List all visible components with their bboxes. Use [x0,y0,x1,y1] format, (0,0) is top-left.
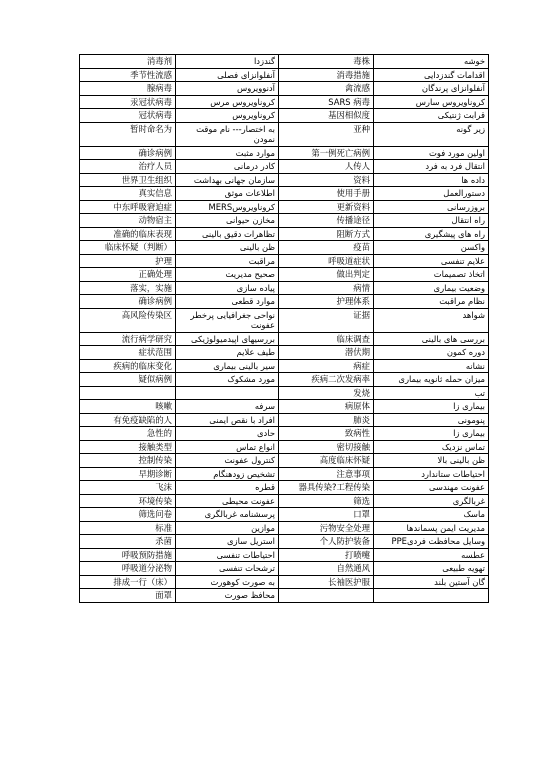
table-row [80,359,489,373]
table-row [80,535,489,549]
persian-term-cell: صحیح مدیریت [176,268,279,282]
persian-term-cell: گندزدا [176,55,279,69]
chinese-term-cell: 症状范围 [80,346,176,360]
persian-term-cell: راه انتقال [374,214,489,228]
persian-term-cell: طیف علایم [176,346,279,360]
chinese-term-cell: 病症 [279,359,374,373]
chinese-term-cell: 季节性流感 [80,68,176,82]
persian-term-cell: استریل سازی [176,535,279,549]
chinese-term-cell [80,386,176,400]
chinese-term-cell: 真实信息 [80,187,176,201]
persian-term-cell: آنفلوانزای فصلی [176,68,279,82]
persian-term-cell: قطره [176,481,279,495]
table-row [80,268,489,282]
chinese-term-cell: 控制传染 [80,454,176,468]
persian-term-cell: وضعیت بیماری [374,281,489,295]
chinese-term-cell: 阻断方式 [279,227,374,241]
table-row [80,589,489,603]
persian-term-cell: پنومونی [374,413,489,427]
table-row [80,467,489,481]
persian-term-cell: موازین [176,521,279,535]
persian-term-cell: بیماری زا [374,427,489,441]
table-row [80,200,489,214]
chinese-term-cell: 排成一行（床） [80,575,176,589]
table-row [80,146,489,160]
chinese-term-cell: 资料 [279,173,374,187]
chinese-term-cell: 流行病学研究 [80,332,176,346]
chinese-term-cell: 肺炎 [279,413,374,427]
persian-term-cell: موارد مثبت [176,146,279,160]
chinese-term-cell: 第一例死亡病例 [279,146,374,160]
chinese-term-cell: 高风险传染区 [80,308,176,332]
persian-term-cell: موارد قطعی [176,295,279,309]
chinese-term-cell: 世界卫生组织 [80,173,176,187]
persian-term-cell: بررسیهای اپیدمیولوژیکی [176,332,279,346]
chinese-term-cell: 确诊病例 [80,295,176,309]
table-row [80,295,489,309]
table-row [80,548,489,562]
chinese-term-cell: 禽流感 [279,82,374,96]
table-row [80,373,489,387]
persian-term-cell: کنترول عفونت [176,454,279,468]
persian-term-cell: محافظ صورت [176,589,279,603]
chinese-term-cell: 筛选问卷 [80,508,176,522]
persian-term-cell: کروناویروس [176,109,279,123]
table-row [80,494,489,508]
persian-term-cell: کروناویروس مرس [176,95,279,109]
chinese-term-cell: 疾病二次发病率 [279,373,374,387]
chinese-term-cell: 落实，实施 [80,281,176,295]
chinese-term-cell: 飞沫 [80,481,176,495]
persian-term-cell: زیر گونه [374,122,489,146]
persian-term-cell: تشخیص زودهنگام [176,467,279,481]
table-row [80,332,489,346]
chinese-term-cell: 污物安全处理 [279,521,374,535]
table-row [80,160,489,174]
chinese-term-cell: 筛选 [279,494,374,508]
persian-term-cell: مراقبت [176,254,279,268]
persian-term-cell: ترشحات تنفسی [176,562,279,576]
persian-term-cell: داده ها [374,173,489,187]
persian-term-cell: راه های پیشگیری [374,227,489,241]
chinese-term-cell: 冠状病毒 [80,109,176,123]
chinese-term-cell: 确诊病例 [80,146,176,160]
chinese-term-cell: 疫苗 [279,241,374,255]
chinese-term-cell: 疾病的临床变化 [80,359,176,373]
persian-term-cell: قرابت ژنتیکی [374,109,489,123]
table-row [80,241,489,255]
persian-term-cell: اطلاعات موثق [176,187,279,201]
persian-term-cell: مخازن حیوانی [176,214,279,228]
persian-term-cell: وسایل محافظت فردیPPE [374,535,489,549]
chinese-term-cell: 注意事项 [279,467,374,481]
chinese-term-cell: 消毒剂 [80,55,176,69]
persian-term-cell: علایم تنفسی [374,254,489,268]
chinese-term-cell: 暂时命名为 [80,122,176,146]
table-row [80,440,489,454]
persian-term-cell: بیماری زا [374,400,489,414]
persian-term-cell: غربالگری [374,494,489,508]
chinese-term-cell: 消毒措施 [279,68,374,82]
persian-term-cell: به اختصار--- نام موقت نمودن [176,122,279,146]
persian-term-cell: بروزرسانی [374,200,489,214]
chinese-term-cell: 潜伏期 [279,346,374,360]
persian-term-cell: پرسشنامه غربالگری [176,508,279,522]
persian-term-cell: خوشه [374,55,489,69]
chinese-term-cell: 口罩 [279,508,374,522]
persian-term-cell: احتیاطات تنفسی [176,548,279,562]
table-row [80,68,489,82]
chinese-term-cell: 更新资料 [279,200,374,214]
chinese-term-cell [279,589,374,603]
persian-term-cell: ماسک [374,508,489,522]
chinese-term-cell: 自然通风 [279,562,374,576]
chinese-term-cell: 基因相似度 [279,109,374,123]
table-row [80,386,489,400]
table-row [80,55,489,69]
chinese-term-cell: 器具传染?工程传染 [279,481,374,495]
chinese-term-cell: 使用手册 [279,187,374,201]
persian-term-cell: عفونت مهندسی [374,481,489,495]
persian-term-cell: ظن بالینی [176,241,279,255]
persian-term-cell: عفونت محیطی [176,494,279,508]
chinese-term-cell: 发烧 [279,386,374,400]
persian-term-cell: نواحی جغرافیایی پرخطر عفونت [176,308,279,332]
table-row [80,109,489,123]
table-row [80,227,489,241]
persian-term-cell: آدنوویروس [176,82,279,96]
persian-term-cell: ظن بالینی بالا [374,454,489,468]
chinese-term-cell: 治疗人员 [80,160,176,174]
persian-term-cell: اولین مورد فوت [374,146,489,160]
chinese-term-cell: 护理体系 [279,295,374,309]
persian-term-cell: نشانه [374,359,489,373]
chinese-term-cell: 急性的 [80,427,176,441]
chinese-term-cell: 亚种 [279,122,374,146]
persian-term-cell: عطسه [374,548,489,562]
chinese-term-cell: 汞冠状病毒 [80,95,176,109]
persian-term-cell: میزان حمله ثانویه بیماری [374,373,489,387]
table-row [80,187,489,201]
persian-term-cell: سرفه [176,400,279,414]
persian-term-cell: افراد با نقص ایمنی [176,413,279,427]
table-row [80,508,489,522]
persian-term-cell: سیر بالینی بیماری [176,359,279,373]
chinese-term-cell: 杀菌 [80,535,176,549]
chinese-term-cell: 正确处理 [80,268,176,282]
persian-term-cell [176,386,279,400]
persian-term-cell: احتیاطات ستاندارد [374,467,489,481]
persian-term-cell: گان آستین بلند [374,575,489,589]
chinese-term-cell: 高度临床怀疑 [279,454,374,468]
persian-term-cell: مدیریت ایمن پسماندها [374,521,489,535]
chinese-term-cell: 病原体 [279,400,374,414]
table-row [80,427,489,441]
chinese-term-cell: 中东呼吸窘迫症 [80,200,176,214]
chinese-term-cell: 打喷嚏 [279,548,374,562]
table-row [80,254,489,268]
persian-term-cell: پیاده سازی [176,281,279,295]
persian-term-cell: اقدامات گندزدایی [374,68,489,82]
chinese-term-cell: 咳嗽 [80,400,176,414]
chinese-term-cell: 毒株 [279,55,374,69]
chinese-term-cell: 临床怀疑（判断） [80,241,176,255]
chinese-term-cell: 临床调查 [279,332,374,346]
chinese-term-cell: 证据 [279,308,374,332]
persian-term-cell: نظام مراقبت [374,295,489,309]
persian-term-cell: تب [374,386,489,400]
chinese-term-cell: 长袖医护服 [279,575,374,589]
chinese-term-cell: 呼吸道症状 [279,254,374,268]
chinese-term-cell: 人传人 [279,160,374,174]
table-row [80,308,489,332]
chinese-term-cell: 疑似病例 [80,373,176,387]
persian-term-cell: دستورالعمل [374,187,489,201]
chinese-term-cell: SARS 病毒 [279,95,374,109]
chinese-term-cell: 准确的临床表现 [80,227,176,241]
table-row [80,346,489,360]
persian-term-cell: دوره کمون [374,346,489,360]
persian-term-cell: انتقال فرد به فرد [374,160,489,174]
persian-term-cell: آنفلوانزای پرندگان [374,82,489,96]
persian-term-cell: اتخاذ تصمیمات [374,268,489,282]
persian-term-cell: مورد مشکوک [176,373,279,387]
chinese-term-cell: 腺病毒 [80,82,176,96]
table-row [80,281,489,295]
table-row [80,122,489,146]
chinese-term-cell: 传播途径 [279,214,374,228]
chinese-term-cell: 标准 [80,521,176,535]
chinese-term-cell: 动物宿主 [80,214,176,228]
table-row [80,400,489,414]
persian-term-cell: بررسی های بالینی [374,332,489,346]
chinese-term-cell: 个人防护装备 [279,535,374,549]
persian-term-cell: حادی [176,427,279,441]
chinese-term-cell: 接触类型 [80,440,176,454]
persian-term-cell: شواهد [374,308,489,332]
chinese-term-cell: 做出判定 [279,268,374,282]
table-row [80,521,489,535]
chinese-term-cell: 面罩 [80,589,176,603]
glossary-table [79,54,489,603]
chinese-term-cell: 护理 [80,254,176,268]
glossary-body [80,55,489,603]
table-row [80,413,489,427]
table-row [80,95,489,109]
chinese-term-cell: 呼吸道分泌物 [80,562,176,576]
persian-term-cell: تماس نزدیک [374,440,489,454]
persian-term-cell: به صورت کوهورت [176,575,279,589]
table-row [80,481,489,495]
persian-term-cell: تظاهرات دقیق بالینی [176,227,279,241]
table-row [80,214,489,228]
chinese-term-cell: 密切接触 [279,440,374,454]
persian-term-cell: انواع تماس [176,440,279,454]
table-row [80,562,489,576]
table-row [80,454,489,468]
persian-term-cell: کادر درمانی [176,160,279,174]
chinese-term-cell: 有免疫缺陷的人 [80,413,176,427]
table-row [80,82,489,96]
persian-term-cell: واکسن [374,241,489,255]
table-row [80,575,489,589]
table-row [80,173,489,187]
persian-term-cell: کروناویروس سارس [374,95,489,109]
chinese-term-cell: 呼吸预防措施 [80,548,176,562]
persian-term-cell: سازمان جهانی بهداشت [176,173,279,187]
chinese-term-cell: 病情 [279,281,374,295]
persian-term-cell [374,589,489,603]
chinese-term-cell: 致病性 [279,427,374,441]
persian-term-cell: تهویه طبیعی [374,562,489,576]
chinese-term-cell: 早期诊断 [80,467,176,481]
chinese-term-cell: 环境传染 [80,494,176,508]
persian-term-cell: کروناویروسMERS [176,200,279,214]
